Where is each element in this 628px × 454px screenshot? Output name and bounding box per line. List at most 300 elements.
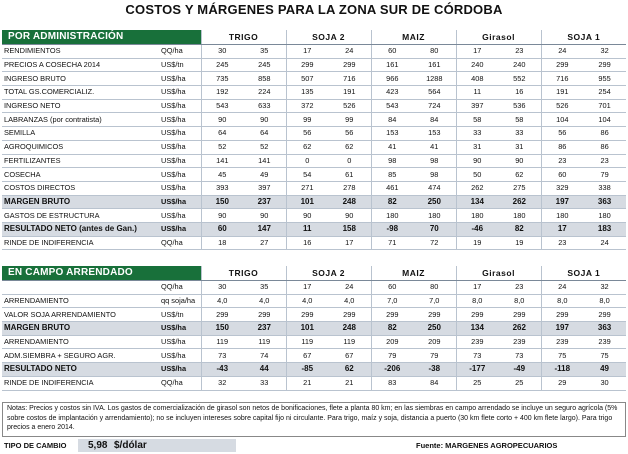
value-cell: 84 xyxy=(413,113,456,127)
value-cell: 183 xyxy=(583,222,626,236)
value-cell: 99 xyxy=(286,113,328,127)
value-cell: 299 xyxy=(328,58,371,72)
row-unit: US$/ha xyxy=(159,127,201,141)
value-cell: 245 xyxy=(243,58,286,72)
value-cell: -43 xyxy=(201,363,243,377)
value-cell: 966 xyxy=(371,72,413,86)
value-cell: 955 xyxy=(583,72,626,86)
value-cell: 17 xyxy=(456,281,498,295)
value-cell: 23 xyxy=(498,281,541,295)
value-cell: 271 xyxy=(286,181,328,195)
crop-header: MAIZ xyxy=(371,30,456,45)
value-cell: 299 xyxy=(583,308,626,322)
value-cell: 60 xyxy=(371,45,413,59)
value-cell: 393 xyxy=(201,181,243,195)
crop-header: SOJA 1 xyxy=(541,266,626,281)
value-cell: 101 xyxy=(286,322,328,336)
value-cell: 75 xyxy=(583,349,626,363)
value-cell: 180 xyxy=(456,209,498,223)
value-cell: 24 xyxy=(583,236,626,250)
value-cell: 90 xyxy=(286,209,328,223)
row-unit: US$/ha xyxy=(159,113,201,127)
value-cell: 0 xyxy=(286,154,328,168)
admin-table xyxy=(2,30,626,250)
table-row xyxy=(2,99,626,113)
table-row xyxy=(2,322,626,336)
value-cell: 80 xyxy=(413,281,456,295)
row-label: RESULTADO NETO (antes de Gan.) xyxy=(2,222,159,236)
value-cell: 372 xyxy=(286,99,328,113)
value-cell: 191 xyxy=(328,86,371,100)
crop-header: SOJA 2 xyxy=(286,266,371,281)
row-label: RESULTADO NETO xyxy=(2,363,159,377)
value-cell: 64 xyxy=(201,127,243,141)
tipo-cambio-value: 5,98 xyxy=(88,440,108,451)
value-cell: 11 xyxy=(456,86,498,100)
value-cell: 119 xyxy=(328,335,371,349)
value-cell: 49 xyxy=(243,168,286,182)
value-cell: 17 xyxy=(541,222,583,236)
value-cell: 33 xyxy=(456,127,498,141)
value-cell: 299 xyxy=(583,58,626,72)
row-label: MARGEN BRUTO xyxy=(2,322,159,336)
row-label: VALOR SOJA ARRENDAMIENTO xyxy=(2,308,159,322)
table-row xyxy=(2,140,626,154)
table-row xyxy=(2,72,626,86)
value-cell: 45 xyxy=(201,168,243,182)
value-cell: 363 xyxy=(583,322,626,336)
value-cell: 52 xyxy=(201,140,243,154)
value-cell: 30 xyxy=(201,45,243,59)
crop-header: SOJA 2 xyxy=(286,30,371,45)
table-row xyxy=(2,222,626,236)
value-cell: 4,0 xyxy=(328,294,371,308)
row-label: TOTAL GS.COMERCIALIZ. xyxy=(2,86,159,100)
row-label: RINDE DE INDIFERENCIA xyxy=(2,376,159,390)
value-cell: 29 xyxy=(541,376,583,390)
value-cell: 141 xyxy=(201,154,243,168)
value-cell: 239 xyxy=(456,335,498,349)
value-cell: 44 xyxy=(243,363,286,377)
value-cell: 192 xyxy=(201,86,243,100)
value-cell: 82 xyxy=(498,222,541,236)
value-cell: 17 xyxy=(286,281,328,295)
value-cell: 724 xyxy=(413,99,456,113)
value-cell: 224 xyxy=(243,86,286,100)
value-cell: 23 xyxy=(541,154,583,168)
value-cell: 90 xyxy=(498,154,541,168)
row-label: AGROQUIMICOS xyxy=(2,140,159,154)
table-row xyxy=(2,113,626,127)
value-cell: 254 xyxy=(583,86,626,100)
value-cell: 99 xyxy=(328,113,371,127)
value-cell: 262 xyxy=(456,181,498,195)
value-cell: -206 xyxy=(371,363,413,377)
row-label: MARGEN BRUTO xyxy=(2,195,159,209)
value-cell: 90 xyxy=(243,113,286,127)
value-cell: 363 xyxy=(583,195,626,209)
value-cell: 60 xyxy=(371,281,413,295)
row-unit: QQ/ha xyxy=(159,45,201,59)
table-row xyxy=(2,154,626,168)
value-cell: 180 xyxy=(583,209,626,223)
value-cell: 209 xyxy=(371,335,413,349)
value-cell: 83 xyxy=(371,376,413,390)
value-cell: 73 xyxy=(201,349,243,363)
value-cell: 716 xyxy=(541,72,583,86)
value-cell: 552 xyxy=(498,72,541,86)
row-label: RINDE DE INDIFERENCIA xyxy=(2,236,159,250)
value-cell: 101 xyxy=(286,195,328,209)
row-label: LABRANZAS (por contratista) xyxy=(2,113,159,127)
value-cell: 119 xyxy=(201,335,243,349)
value-cell: 62 xyxy=(328,140,371,154)
value-cell: 209 xyxy=(413,335,456,349)
value-cell: 239 xyxy=(583,335,626,349)
value-cell: 239 xyxy=(498,335,541,349)
value-cell: 197 xyxy=(541,195,583,209)
row-unit: US$/ha xyxy=(159,99,201,113)
value-cell: 25 xyxy=(498,376,541,390)
value-cell: 61 xyxy=(328,168,371,182)
value-cell: -49 xyxy=(498,363,541,377)
value-cell: 237 xyxy=(243,195,286,209)
value-cell: 17 xyxy=(286,45,328,59)
value-cell: 7,0 xyxy=(371,294,413,308)
value-cell: 79 xyxy=(371,349,413,363)
row-unit: US$/tn xyxy=(159,58,201,72)
value-cell: 180 xyxy=(413,209,456,223)
table-row xyxy=(2,281,626,295)
value-cell: 237 xyxy=(243,322,286,336)
value-cell: 25 xyxy=(456,376,498,390)
value-cell: -85 xyxy=(286,363,328,377)
value-cell: 23 xyxy=(583,154,626,168)
value-cell: 56 xyxy=(541,127,583,141)
crop-header: MAIZ xyxy=(371,266,456,281)
value-cell: 60 xyxy=(541,168,583,182)
value-cell: 250 xyxy=(413,195,456,209)
row-unit: US$/ha xyxy=(159,349,201,363)
value-cell: 338 xyxy=(583,181,626,195)
footer xyxy=(2,439,626,453)
crop-header: SOJA 1 xyxy=(541,30,626,45)
value-cell: 71 xyxy=(371,236,413,250)
value-cell: 150 xyxy=(201,322,243,336)
value-cell: 4,0 xyxy=(201,294,243,308)
value-cell: 299 xyxy=(541,308,583,322)
value-cell: 526 xyxy=(328,99,371,113)
row-label: PRECIOS A COSECHA 2014 xyxy=(2,58,159,72)
value-cell: 32 xyxy=(583,45,626,59)
value-cell: 147 xyxy=(243,222,286,236)
value-cell: 84 xyxy=(371,113,413,127)
value-cell: 536 xyxy=(498,99,541,113)
value-cell: 716 xyxy=(328,72,371,86)
value-cell: 82 xyxy=(371,322,413,336)
value-cell: 461 xyxy=(371,181,413,195)
crop-header: Girasol xyxy=(456,266,541,281)
row-label: INGRESO BRUTO xyxy=(2,72,159,86)
value-cell: 104 xyxy=(583,113,626,127)
value-cell: 701 xyxy=(583,99,626,113)
value-cell: 98 xyxy=(371,154,413,168)
row-label: ADM.SIEMBRA + SEGURO AGR. xyxy=(2,349,159,363)
value-cell: 150 xyxy=(201,195,243,209)
value-cell: 19 xyxy=(456,236,498,250)
value-cell: 8,0 xyxy=(541,294,583,308)
value-cell: 8,0 xyxy=(456,294,498,308)
value-cell: 278 xyxy=(328,181,371,195)
value-cell: 90 xyxy=(456,154,498,168)
row-label: COSECHA xyxy=(2,168,159,182)
value-cell: 248 xyxy=(328,322,371,336)
value-cell: 85 xyxy=(371,168,413,182)
value-cell: 60 xyxy=(201,222,243,236)
table-row xyxy=(2,308,626,322)
value-cell: 153 xyxy=(371,127,413,141)
table-row xyxy=(2,195,626,209)
value-cell: 90 xyxy=(243,209,286,223)
crop-header: Girasol xyxy=(456,30,541,45)
value-cell: 134 xyxy=(456,322,498,336)
value-cell: 275 xyxy=(498,181,541,195)
row-label: ARRENDAMIENTO xyxy=(2,294,159,308)
value-cell: 31 xyxy=(456,140,498,154)
value-cell: 79 xyxy=(583,168,626,182)
row-label xyxy=(2,281,159,295)
row-unit: US$/ha xyxy=(159,140,201,154)
tipo-cambio-box xyxy=(78,439,236,452)
value-cell: 74 xyxy=(243,349,286,363)
value-cell: 299 xyxy=(201,308,243,322)
row-unit: US$/ha xyxy=(159,86,201,100)
row-unit: QQ/ha xyxy=(159,376,201,390)
value-cell: 17 xyxy=(328,236,371,250)
value-cell: 104 xyxy=(541,113,583,127)
arrendado-table xyxy=(2,266,626,391)
table-row xyxy=(2,181,626,195)
value-cell: 98 xyxy=(413,168,456,182)
value-cell: 35 xyxy=(243,45,286,59)
section-header: POR ADMINISTRACIÓN xyxy=(2,30,201,45)
value-cell: 73 xyxy=(498,349,541,363)
value-cell: 543 xyxy=(371,99,413,113)
arrendado-header-row xyxy=(2,266,626,281)
value-cell: 41 xyxy=(371,140,413,154)
row-label: RENDIMIENTOS xyxy=(2,45,159,59)
value-cell: 16 xyxy=(286,236,328,250)
value-cell: 262 xyxy=(498,195,541,209)
value-cell: 4,0 xyxy=(286,294,328,308)
page-title: COSTOS Y MÁRGENES PARA LA ZONA SUR DE CÓRDOBA xyxy=(125,2,503,17)
table-row xyxy=(2,363,626,377)
value-cell: 299 xyxy=(456,308,498,322)
value-cell: 41 xyxy=(413,140,456,154)
value-cell: 299 xyxy=(243,308,286,322)
value-cell: 90 xyxy=(328,209,371,223)
value-cell: 141 xyxy=(243,154,286,168)
value-cell: 23 xyxy=(498,45,541,59)
table-row xyxy=(2,294,626,308)
value-cell: 119 xyxy=(286,335,328,349)
value-cell: 23 xyxy=(541,236,583,250)
value-cell: 158 xyxy=(328,222,371,236)
value-cell: 75 xyxy=(541,349,583,363)
value-cell: 250 xyxy=(413,322,456,336)
table-row xyxy=(2,58,626,72)
tipo-cambio-label: TIPO DE CAMBIO xyxy=(4,441,67,450)
table-row xyxy=(2,236,626,250)
value-cell: 35 xyxy=(243,281,286,295)
table-row xyxy=(2,127,626,141)
value-cell: 24 xyxy=(328,281,371,295)
row-unit: US$/ha xyxy=(159,322,201,336)
value-cell: 239 xyxy=(541,335,583,349)
value-cell: 24 xyxy=(541,281,583,295)
value-cell: 197 xyxy=(541,322,583,336)
row-unit: US$/ha xyxy=(159,72,201,86)
value-cell: 86 xyxy=(541,140,583,154)
table-row xyxy=(2,335,626,349)
value-cell: 62 xyxy=(286,140,328,154)
value-cell: 299 xyxy=(328,308,371,322)
row-unit: US$/ha xyxy=(159,168,201,182)
value-cell: 73 xyxy=(456,349,498,363)
value-cell: 50 xyxy=(456,168,498,182)
crop-header: TRIGO xyxy=(201,266,286,281)
row-unit: US$/ha xyxy=(159,363,201,377)
value-cell: 299 xyxy=(371,308,413,322)
value-cell: 52 xyxy=(243,140,286,154)
value-cell: 564 xyxy=(413,86,456,100)
value-cell: 58 xyxy=(456,113,498,127)
value-cell: 56 xyxy=(328,127,371,141)
row-label: GASTOS DE ESTRUCTURA xyxy=(2,209,159,223)
value-cell: 153 xyxy=(413,127,456,141)
value-cell: 0 xyxy=(328,154,371,168)
value-cell: 98 xyxy=(413,154,456,168)
value-cell: 56 xyxy=(286,127,328,141)
value-cell: -98 xyxy=(371,222,413,236)
value-cell: -46 xyxy=(456,222,498,236)
value-cell: 7,0 xyxy=(413,294,456,308)
value-cell: 67 xyxy=(328,349,371,363)
value-cell: 31 xyxy=(498,140,541,154)
value-cell: 526 xyxy=(541,99,583,113)
value-cell: 180 xyxy=(371,209,413,223)
value-cell: 240 xyxy=(498,58,541,72)
value-cell: 119 xyxy=(243,335,286,349)
value-cell: 1288 xyxy=(413,72,456,86)
value-cell: 64 xyxy=(243,127,286,141)
value-cell: 32 xyxy=(583,281,626,295)
row-unit: US$/ha xyxy=(159,195,201,209)
value-cell: 4,0 xyxy=(243,294,286,308)
value-cell: 408 xyxy=(456,72,498,86)
value-cell: 67 xyxy=(286,349,328,363)
row-label: COSTOS DIRECTOS xyxy=(2,181,159,195)
value-cell: 299 xyxy=(541,58,583,72)
value-cell: 299 xyxy=(413,308,456,322)
row-unit: US$/ha xyxy=(159,181,201,195)
value-cell: 11 xyxy=(286,222,328,236)
row-unit: QQ/ha xyxy=(159,281,201,295)
row-unit: US$/ha xyxy=(159,222,201,236)
value-cell: 134 xyxy=(456,195,498,209)
source: Fuente: MARGENES AGROPECUARIOS xyxy=(416,441,558,450)
admin-header-row xyxy=(2,30,626,45)
value-cell: 86 xyxy=(583,140,626,154)
value-cell: 474 xyxy=(413,181,456,195)
value-cell: 161 xyxy=(413,58,456,72)
value-cell: 299 xyxy=(498,308,541,322)
table-row xyxy=(2,45,626,59)
row-label: ARRENDAMIENTO xyxy=(2,335,159,349)
value-cell: 33 xyxy=(243,376,286,390)
value-cell: 180 xyxy=(541,209,583,223)
row-unit: US$/ha xyxy=(159,154,201,168)
row-unit: US$/ha xyxy=(159,335,201,349)
value-cell: 262 xyxy=(498,322,541,336)
value-cell: 19 xyxy=(498,236,541,250)
value-cell: 32 xyxy=(201,376,243,390)
value-cell: 543 xyxy=(201,99,243,113)
value-cell: 54 xyxy=(286,168,328,182)
value-cell: 735 xyxy=(201,72,243,86)
value-cell: 90 xyxy=(201,113,243,127)
value-cell: 24 xyxy=(541,45,583,59)
value-cell: 633 xyxy=(243,99,286,113)
row-label: INGRESO NETO xyxy=(2,99,159,113)
value-cell: 135 xyxy=(286,86,328,100)
value-cell: 8,0 xyxy=(498,294,541,308)
row-label: FERTILIZANTES xyxy=(2,154,159,168)
value-cell: 80 xyxy=(413,45,456,59)
value-cell: 245 xyxy=(201,58,243,72)
value-cell: 18 xyxy=(201,236,243,250)
value-cell: 191 xyxy=(541,86,583,100)
value-cell: 79 xyxy=(413,349,456,363)
value-cell: -38 xyxy=(413,363,456,377)
row-label: SEMILLA xyxy=(2,127,159,141)
value-cell: 24 xyxy=(328,45,371,59)
value-cell: 858 xyxy=(243,72,286,86)
value-cell: 82 xyxy=(371,195,413,209)
value-cell: 21 xyxy=(286,376,328,390)
value-cell: 423 xyxy=(371,86,413,100)
value-cell: 27 xyxy=(243,236,286,250)
value-cell: 397 xyxy=(456,99,498,113)
table-row xyxy=(2,168,626,182)
row-unit: qq soja/ha xyxy=(159,294,201,308)
value-cell: 49 xyxy=(583,363,626,377)
value-cell: 329 xyxy=(541,181,583,195)
notes: Notas: Precios y costos sin IVA. Los gastos de comercialización de girasol son netos de bonificaciones, flete a planta 80 km; en las siembras en campo arrendado se incluye un seguro agrícola (5% sobre costos de implantación y arrendamiento); no se incluyen intereses sobre capital fijo ni circulante. Para trigo, maíz y soja, distancia a puerto (30 km flete corto + 400 km flete largo). Para trigo precios a enero 2014. xyxy=(2,402,626,437)
value-cell: 86 xyxy=(583,127,626,141)
value-cell: 240 xyxy=(456,58,498,72)
value-cell: 84 xyxy=(413,376,456,390)
row-unit: QQ/ha xyxy=(159,236,201,250)
value-cell: 248 xyxy=(328,195,371,209)
value-cell: 70 xyxy=(413,222,456,236)
value-cell: 299 xyxy=(286,308,328,322)
value-cell: 62 xyxy=(498,168,541,182)
value-cell: 72 xyxy=(413,236,456,250)
table-row xyxy=(2,349,626,363)
value-cell: 299 xyxy=(286,58,328,72)
value-cell: -177 xyxy=(456,363,498,377)
